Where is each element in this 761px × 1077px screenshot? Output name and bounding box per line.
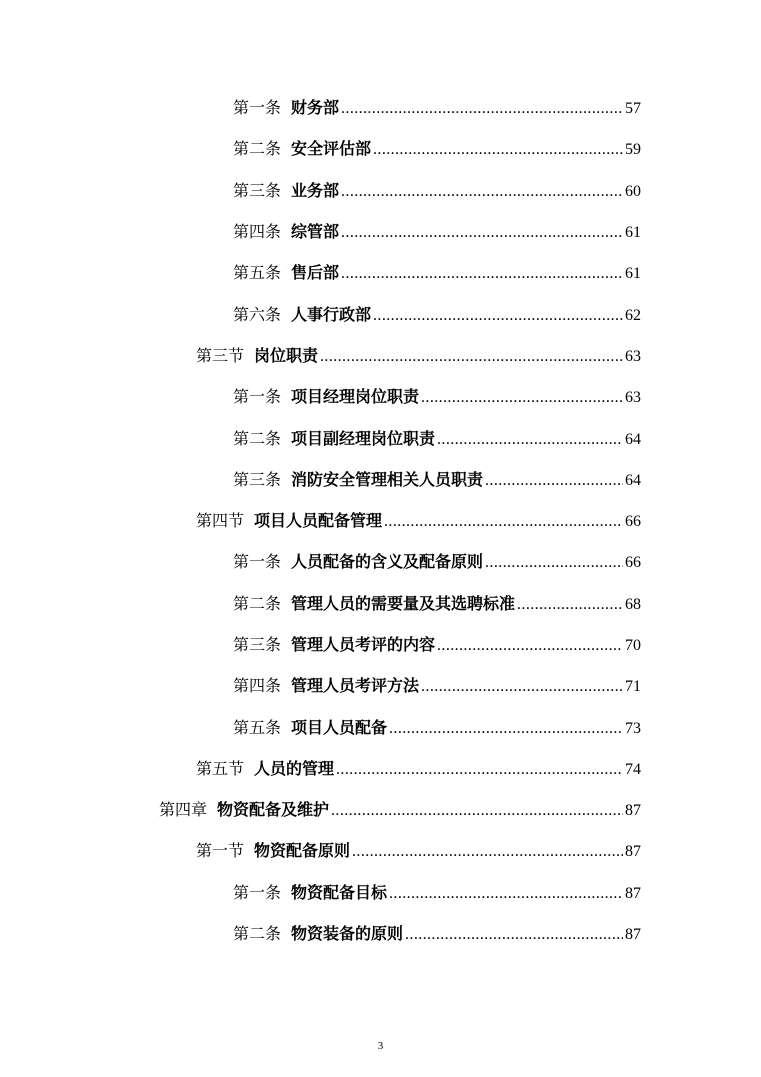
toc-entry-title[interactable]: 项目副经理岗位职责: [291, 428, 436, 448]
toc-line: [196, 346, 641, 367]
toc-entry-number: 第五节: [196, 758, 245, 778]
toc-line: [159, 800, 641, 821]
toc-entry[interactable]: [0, 253, 761, 294]
toc-entry-title[interactable]: 物资配备及维护: [217, 800, 330, 820]
toc-dot-leader: [336, 760, 623, 780]
toc-entry-number: 第一条: [233, 98, 282, 118]
toc-entry[interactable]: [0, 790, 761, 831]
toc-entry-page: 57: [625, 100, 641, 118]
toc-entry-number: 第三条: [233, 469, 282, 489]
toc-entry-number: 第六条: [233, 304, 282, 324]
toc-line: [233, 429, 641, 450]
toc-entry-title[interactable]: 管理人员考评方法: [291, 676, 420, 696]
toc-entry-number: 第五条: [233, 717, 282, 737]
toc-line: [233, 470, 641, 491]
page-number: 3: [377, 1040, 384, 1052]
toc-entry-title[interactable]: 项目人员配备: [291, 717, 388, 737]
toc-entry[interactable]: [0, 873, 761, 914]
toc-line: [196, 759, 641, 780]
toc-line: [233, 263, 641, 284]
toc-entry-number: 第二条: [233, 593, 282, 613]
toc-entry[interactable]: [0, 625, 761, 666]
toc-entry-title[interactable]: 管理人员考评的内容: [291, 635, 436, 654]
toc-entry-page: 71: [625, 678, 641, 696]
toc-entry-page: 66: [625, 513, 641, 531]
toc-entry-title[interactable]: 综管部: [291, 222, 340, 242]
toc-entry-number: 第四章: [159, 800, 208, 820]
toc-line: [196, 841, 641, 862]
toc-entry-title[interactable]: 岗位职责: [254, 345, 319, 365]
toc-entry-title[interactable]: 项目经理岗位职责: [291, 387, 420, 407]
toc-entry-title[interactable]: 项目人员配备管理: [254, 511, 383, 531]
toc-entry-page: 70: [625, 637, 641, 654]
toc-entry-page: 87: [625, 843, 641, 861]
toc-dot-leader: [341, 264, 623, 284]
toc-line: [196, 511, 641, 532]
toc-entry-number: 第二条: [233, 428, 282, 448]
toc-dot-leader: [421, 677, 623, 697]
toc-entry[interactable]: [0, 914, 761, 955]
toc-entry-page: 60: [625, 182, 641, 200]
toc-dot-leader: [437, 636, 623, 656]
toc-dot-leader: [421, 388, 623, 408]
toc-entry-page: 61: [625, 265, 641, 283]
toc-entry[interactable]: [0, 418, 761, 459]
toc-dot-leader: [352, 842, 623, 862]
toc-dot-leader: [389, 884, 623, 904]
toc-entry-number: 第三节: [196, 345, 245, 365]
toc-entry[interactable]: [0, 707, 761, 748]
toc-entry-page: 74: [625, 760, 641, 778]
toc-line: [233, 635, 641, 656]
toc-entry-number: 第一条: [233, 387, 282, 407]
toc-dot-leader: [341, 223, 623, 243]
toc-entry[interactable]: [0, 294, 761, 335]
toc-dot-leader: [341, 182, 623, 202]
toc-entry[interactable]: [0, 88, 761, 129]
toc-dot-leader: [320, 347, 623, 367]
toc-entry-page: 87: [625, 802, 641, 820]
toc-entry-title[interactable]: 消防安全管理相关人员职责: [291, 469, 484, 489]
toc-entry[interactable]: [0, 460, 761, 501]
toc-entry-number: 第四条: [233, 676, 282, 696]
toc-entry-page: 59: [625, 141, 641, 159]
toc-line: [233, 98, 641, 119]
toc-dot-leader: [485, 553, 623, 573]
toc-entry-number: 第二条: [233, 139, 282, 159]
toc-entry-title[interactable]: 物资配备目标: [291, 882, 388, 902]
toc-entry[interactable]: [0, 129, 761, 170]
toc-entry-page: 63: [625, 347, 641, 365]
toc-entry-page: 87: [625, 884, 641, 902]
toc-entry-title[interactable]: 物资配备原则: [254, 841, 351, 861]
toc-entry[interactable]: [0, 542, 761, 583]
toc-entry[interactable]: [0, 212, 761, 253]
toc-entry[interactable]: [0, 171, 761, 212]
toc-line: [233, 387, 641, 408]
toc-dot-leader: [485, 471, 623, 491]
toc-entry-page: 68: [625, 595, 641, 613]
toc-entry-page: 64: [625, 471, 641, 489]
toc-entry-number: 第二条: [233, 924, 282, 944]
toc-entry-number: 第一节: [196, 841, 245, 861]
toc-entry-title[interactable]: 人事行政部: [291, 304, 372, 324]
toc-line: [233, 718, 641, 739]
toc-entry-number: 第三条: [233, 635, 282, 654]
toc-dot-leader: [373, 306, 623, 326]
toc-dot-leader: [331, 801, 623, 821]
toc-dot-leader: [437, 430, 623, 450]
toc-entry[interactable]: [0, 336, 761, 377]
toc-line: [233, 676, 641, 697]
toc-dot-leader: [517, 595, 623, 615]
toc-line: [233, 552, 641, 573]
toc-entry-page: 61: [625, 224, 641, 242]
toc-entry-number: 第五条: [233, 263, 282, 283]
toc-entry[interactable]: [0, 584, 761, 625]
toc-dot-leader: [389, 719, 623, 739]
toc-entry-title[interactable]: 人员配备的含义及配备原则: [291, 552, 484, 572]
table-of-contents: [0, 88, 761, 955]
toc-line: [233, 222, 641, 243]
toc-entry-title[interactable]: 财务部: [291, 98, 340, 118]
toc-dot-leader: [373, 140, 623, 160]
toc-entry[interactable]: [0, 666, 761, 707]
toc-entry-number: 第四节: [196, 511, 245, 531]
toc-line: [233, 883, 641, 904]
toc-entry-page: 62: [625, 306, 641, 324]
toc-entry-number: 第四条: [233, 222, 282, 242]
toc-entry-title[interactable]: 安全评估部: [291, 139, 372, 159]
toc-entry-title[interactable]: 物资装备的原则: [291, 924, 404, 944]
toc-entry-page: 64: [625, 430, 641, 448]
toc-entry-title[interactable]: 售后部: [291, 263, 340, 283]
toc-dot-leader: [341, 99, 623, 119]
toc-entry[interactable]: [0, 749, 761, 790]
toc-entry[interactable]: [0, 831, 761, 872]
toc-entry[interactable]: [0, 501, 761, 542]
toc-entry-number: 第一条: [233, 882, 282, 902]
toc-line: [233, 305, 641, 326]
toc-entry-page: 63: [625, 389, 641, 407]
toc-dot-leader: [384, 512, 623, 532]
toc-dot-leader: [405, 925, 623, 945]
toc-entry-page: 87: [625, 926, 641, 944]
toc-line: [233, 924, 641, 945]
toc-entry-number: 第三条: [233, 180, 282, 200]
toc-entry-title[interactable]: 业务部: [291, 180, 340, 200]
toc-line: [233, 139, 641, 160]
toc-entry-page: 66: [625, 554, 641, 572]
toc-line: [233, 594, 641, 615]
toc-entry-title[interactable]: 人员的管理: [254, 758, 335, 778]
toc-entry-number: 第一条: [233, 552, 282, 572]
toc-entry-title[interactable]: 管理人员的需要量及其选聘标准: [291, 593, 516, 613]
toc-entry[interactable]: [0, 377, 761, 418]
toc-entry-page: 73: [625, 719, 641, 737]
toc-line: [233, 181, 641, 202]
